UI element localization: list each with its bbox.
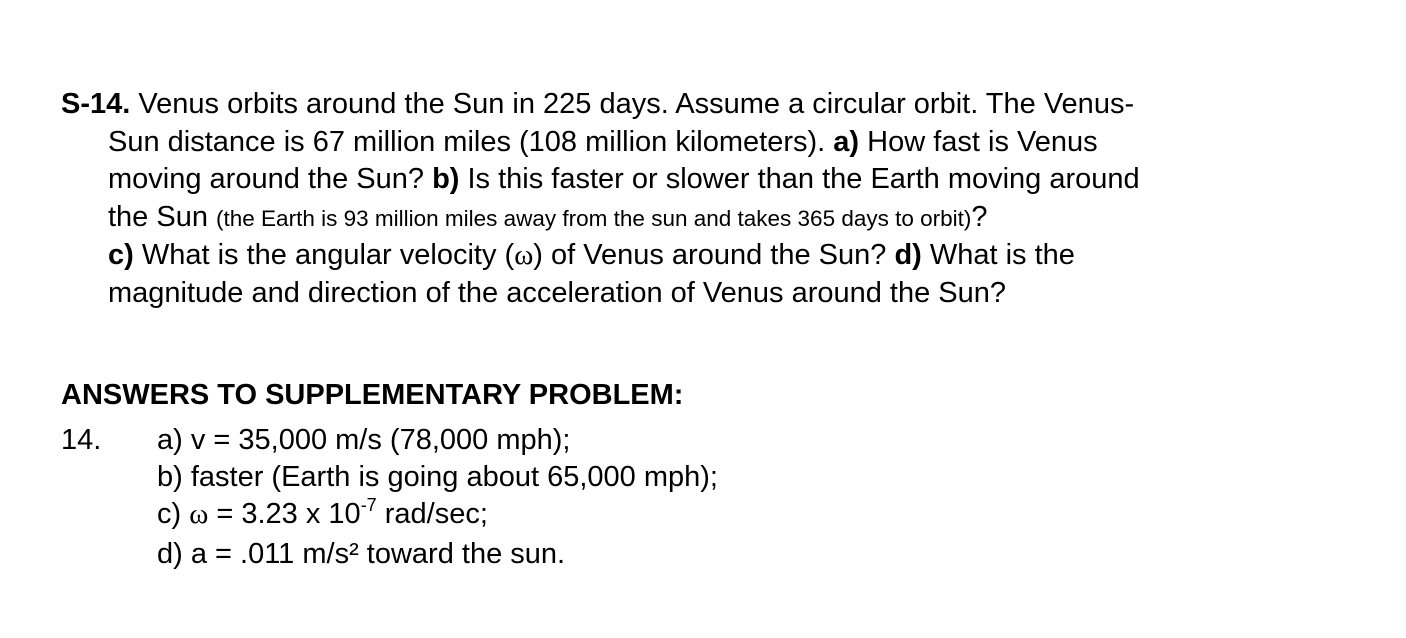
part-d-label: d) — [894, 239, 922, 271]
answer-number: 14. — [61, 424, 102, 456]
answer-c-exponent: -7 — [360, 495, 377, 515]
answer-c-unit: rad/sec; — [376, 498, 488, 530]
part-c-label: c) — [108, 239, 134, 271]
answer-b: b) faster (Earth is going about 65,000 mph); — [157, 461, 718, 493]
problem-line-4 — [61, 199, 1361, 238]
problem-note: (the Earth is 93 million miles away from the sun and takes 365 days to orbit) — [216, 205, 972, 231]
problem-text-4a: the Sun — [108, 200, 217, 233]
answer-list — [157, 422, 718, 573]
problem-text-2a: Sun distance is 67 million miles (108 million kilometers). — [108, 125, 834, 158]
problem-line-2 — [61, 124, 1361, 162]
problem-line-6 — [61, 275, 1361, 313]
omega-symbol: ω — [514, 239, 534, 271]
answers-heading: ANSWERS TO SUPPLEMENTARY PROBLEM: — [61, 379, 684, 411]
problem-s14 — [61, 86, 1361, 312]
problem-text-4b: ? — [971, 200, 988, 233]
part-b-label: b) — [432, 163, 460, 195]
problem-line-3 — [61, 161, 1361, 199]
problem-text-5a: What is the angular velocity ( — [133, 239, 515, 271]
answer-d: d) a = .011 m/s² toward the sun. — [157, 538, 566, 570]
answer-c-prefix: c) — [157, 498, 190, 530]
answer-c-omega: ω — [189, 498, 209, 530]
problem-text-5c: What is the — [921, 239, 1075, 271]
problem-text-1: Venus orbits around the Sun in 225 days. Assume a circular orbit. The Venus- — [130, 88, 1135, 120]
problem-line-1 — [61, 86, 1361, 124]
problem-text-5b: ) of Venus around the Sun? — [533, 239, 895, 271]
problem-label: S-14. — [61, 88, 131, 120]
problem-text-2b: How fast is Venus — [859, 125, 1098, 158]
answer-c-value: = 3.23 x 10 — [208, 498, 361, 530]
part-a-label: a) — [833, 125, 860, 158]
answer-c — [157, 496, 718, 536]
problem-text-6: magnitude and direction of the acceleration of Venus around the Sun? — [108, 276, 1007, 309]
problem-line-5 — [61, 237, 1361, 275]
answer-a: a) v = 35,000 m/s (78,000 mph); — [157, 424, 571, 456]
problem-text-3b: Is this faster or slower than the Earth moving around — [459, 163, 1140, 195]
problem-text-3a: moving around the Sun? — [108, 163, 433, 195]
